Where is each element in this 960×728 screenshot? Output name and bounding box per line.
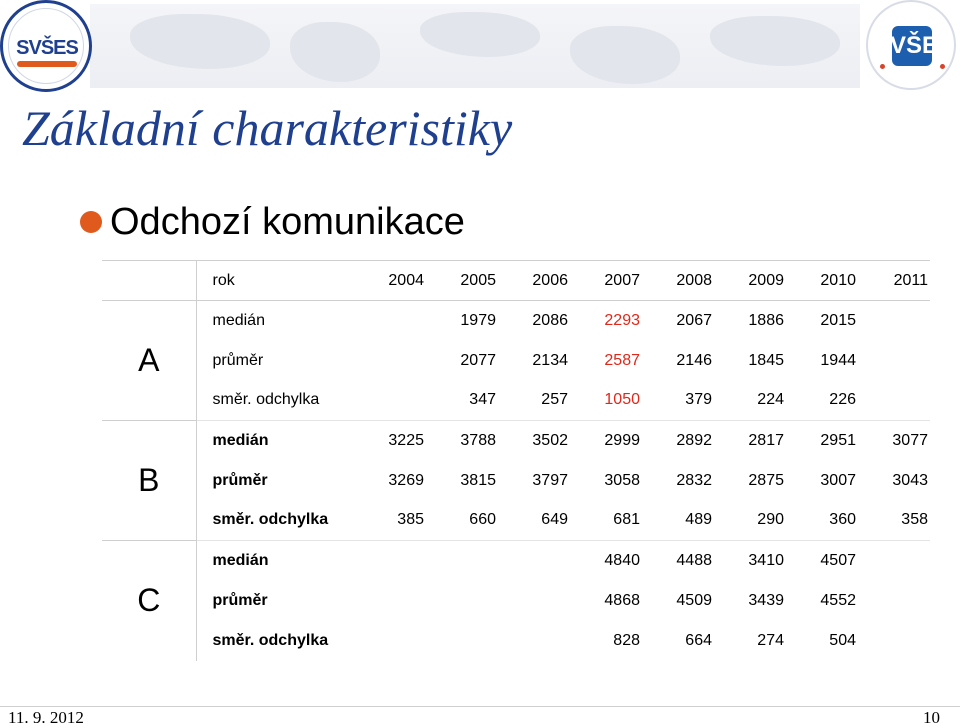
map-continent-shape [130, 14, 270, 69]
table-cell: 4488 [676, 551, 712, 569]
table-cell: 1886 [748, 311, 784, 329]
vse-logo-mark: VŠE [890, 32, 939, 59]
table-row [102, 581, 930, 621]
table-cell: 290 [714, 501, 786, 541]
table-cell: 4840 [604, 551, 640, 569]
table-cell: 3797 [532, 471, 568, 489]
header-label: rok [196, 261, 354, 301]
table-cell: 2077 [460, 351, 496, 369]
table-cell: 2015 [820, 311, 856, 329]
table-cell: 385 [354, 501, 426, 541]
table-cell [354, 341, 426, 381]
table-cell [858, 341, 930, 381]
group-label-b: B [102, 421, 196, 541]
table-cell: 3410 [748, 551, 784, 569]
table-cell: 3225 [388, 431, 424, 449]
year-header: 2008 [642, 261, 714, 301]
row-label: medián [212, 431, 269, 449]
table-row [102, 461, 930, 501]
table-cell: 2134 [532, 351, 568, 369]
table-cell: 347 [426, 381, 498, 421]
table-cell-highlighted: 2293 [604, 311, 640, 329]
table-cell: 489 [642, 501, 714, 541]
table-cell: 226 [786, 381, 858, 421]
table-cell [354, 621, 426, 661]
table-cell: 2146 [676, 351, 712, 369]
year-header: 2010 [786, 261, 858, 301]
table-cell [354, 381, 426, 421]
table-cell [498, 541, 570, 581]
year-header: 2005 [426, 261, 498, 301]
table-row [102, 621, 930, 661]
table-cell [858, 301, 930, 341]
bullet-dot-icon [80, 211, 102, 233]
table-cell [858, 541, 930, 581]
table-cell [858, 381, 930, 421]
table-cell: 1845 [748, 351, 784, 369]
year-header: 2004 [354, 261, 426, 301]
table-row [102, 341, 930, 381]
table-cell: 4509 [676, 591, 712, 609]
year-header: 2009 [714, 261, 786, 301]
table-row [102, 381, 930, 421]
table-cell: 3077 [892, 431, 928, 449]
table-cell: 360 [786, 501, 858, 541]
table-cell: 3439 [748, 591, 784, 609]
map-continent-shape [710, 16, 840, 66]
header-empty-cell [102, 261, 196, 301]
table-cell: 2892 [676, 431, 712, 449]
table-cell: 3788 [460, 431, 496, 449]
year-header: 2006 [498, 261, 570, 301]
table-cell: 2875 [748, 471, 784, 489]
table-cell: 4507 [820, 551, 856, 569]
table-row [102, 541, 930, 581]
table-header-row [102, 261, 930, 301]
table-cell: 3058 [604, 471, 640, 489]
table-cell: 2951 [820, 431, 856, 449]
table-cell-highlighted: 2587 [604, 351, 640, 369]
row-label: průměr [212, 351, 264, 369]
logo-dot [940, 64, 945, 69]
row-label: směr. odchylka [212, 631, 329, 649]
table-cell: 1979 [460, 311, 496, 329]
table-cell: 649 [498, 501, 570, 541]
table-cell [498, 621, 570, 661]
table-cell [858, 581, 930, 621]
group-label-a: A [102, 301, 196, 421]
table-cell [354, 541, 426, 581]
table-cell: 3269 [388, 471, 424, 489]
table-cell [498, 581, 570, 621]
table-row [102, 301, 930, 341]
table-row [102, 501, 930, 541]
svses-logo-mark: SVŠES [16, 37, 78, 59]
row-label: medián [212, 551, 269, 569]
table-cell: 2817 [748, 431, 784, 449]
row-label: medián [212, 311, 265, 329]
table-cell: 2086 [532, 311, 568, 329]
table-cell: 257 [498, 381, 570, 421]
footer-date: 11. 9. 2012 [8, 708, 84, 727]
table-cell [426, 621, 498, 661]
table-cell: 2832 [676, 471, 712, 489]
table-cell [426, 541, 498, 581]
table-cell: 681 [570, 501, 642, 541]
table-cell: 379 [642, 381, 714, 421]
svses-logo [0, 0, 92, 92]
table-cell [858, 621, 930, 661]
table-cell: 2067 [676, 311, 712, 329]
table-cell-highlighted: 1050 [570, 381, 642, 421]
logo-dot [880, 64, 885, 69]
slide-subtitle: Odchozí komunikace [110, 201, 465, 243]
table-cell: 3043 [892, 471, 928, 489]
table-cell: 3007 [820, 471, 856, 489]
footer-page-number: 10 [923, 708, 940, 727]
table-cell: 2999 [604, 431, 640, 449]
table-cell [354, 581, 426, 621]
table-cell: 3815 [460, 471, 496, 489]
footer-divider [0, 706, 960, 707]
header-world-map-banner [90, 4, 860, 88]
table-cell: 4552 [820, 591, 856, 609]
map-continent-shape [570, 26, 680, 84]
table-cell [354, 301, 426, 341]
table-cell: 224 [714, 381, 786, 421]
table-cell: 274 [757, 631, 784, 649]
table-cell: 358 [858, 501, 930, 541]
table-cell: 3502 [532, 431, 568, 449]
table-cell: 664 [685, 631, 712, 649]
table-cell: 660 [426, 501, 498, 541]
vse-logo [866, 0, 956, 90]
map-continent-shape [290, 22, 380, 82]
year-header: 2007 [570, 261, 642, 301]
table-cell: 1944 [820, 351, 856, 369]
row-label: průměr [212, 471, 268, 489]
statistics-table [102, 260, 930, 661]
row-label: průměr [212, 591, 268, 609]
row-label: směr. odchylka [196, 501, 354, 541]
table-cell [426, 581, 498, 621]
subtitle-bullet-row [80, 196, 465, 248]
logo-swoosh [17, 61, 77, 67]
row-label: směr. odchylka [196, 381, 354, 421]
table-cell: 504 [829, 631, 856, 649]
year-header: 2011 [858, 261, 930, 301]
table-cell: 828 [613, 631, 640, 649]
slide-title: Základní charakteristiky [22, 100, 513, 156]
table-row [102, 421, 930, 461]
group-label-c: C [102, 541, 196, 661]
table-cell: 4868 [604, 591, 640, 609]
map-continent-shape [420, 12, 540, 57]
